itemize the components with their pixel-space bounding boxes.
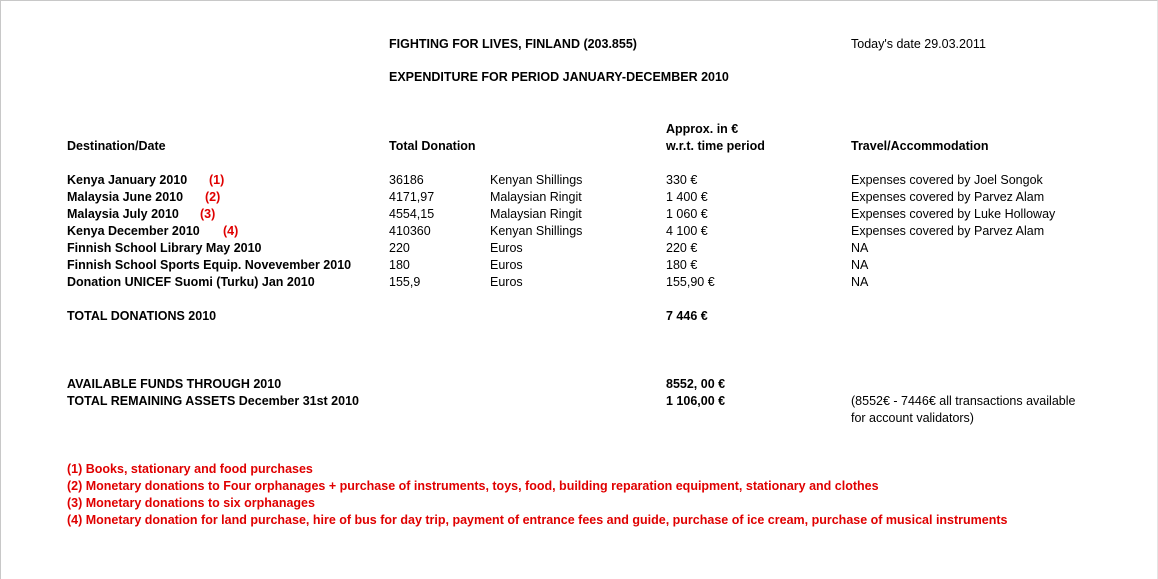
column-header-destination: Destination/Date — [67, 139, 166, 153]
row-amount: 4171,97 — [389, 190, 435, 204]
footnote-3: (3) Monetary donations to six orphanages — [67, 496, 315, 510]
report-title: FIGHTING FOR LIVES, FINLAND (203.855) — [389, 37, 637, 51]
row-currency: Kenyan Shillings — [490, 224, 583, 238]
row-currency: Euros — [490, 275, 523, 289]
available-funds-label: AVAILABLE FUNDS THROUGH 2010 — [67, 377, 282, 391]
row-note-marker: (1) — [209, 173, 225, 187]
row-destination: Kenya December 2010 — [67, 224, 200, 238]
row-note-marker: (3) — [200, 207, 216, 221]
remaining-assets-note-line1: (8552€ - 7446€ all transactions available — [851, 394, 1076, 408]
remaining-assets-label: TOTAL REMAINING ASSETS December 31st 2010 — [67, 394, 359, 408]
remaining-assets-value: 1 106,00 € — [666, 394, 726, 408]
row-destination: Finnish School Sports Equip. Novevember 2010 — [67, 258, 352, 272]
footnote-1: (1) Books, stationary and food purchases — [67, 462, 313, 476]
total-donations-label: TOTAL DONATIONS 2010 — [67, 309, 217, 323]
row-amount: 36186 — [389, 173, 424, 187]
table-row — [0, 241, 1158, 258]
column-header-approx-line1: Approx. in € — [666, 122, 739, 136]
table-row — [0, 207, 1158, 224]
row-approx: 180 € — [666, 258, 698, 272]
column-header-donation: Total Donation — [389, 139, 476, 153]
row-approx: 1 060 € — [666, 207, 708, 221]
column-header-approx-line2: w.r.t. time period — [666, 139, 765, 153]
row-approx: 4 100 € — [666, 224, 708, 238]
row-currency: Malaysian Ringit — [490, 190, 582, 204]
row-approx: 220 € — [666, 241, 698, 255]
row-note-marker: (4) — [223, 224, 239, 238]
report-subtitle: EXPENDITURE FOR PERIOD JANUARY-DECEMBER 2010 — [389, 70, 729, 84]
footnote-2: (2) Monetary donations to Four orphanages + purchase of instruments, toys, food, building reparation equipment, stationary and clothes — [67, 479, 879, 493]
row-note-marker: (2) — [205, 190, 221, 204]
available-funds-value: 8552, 00 € — [666, 377, 726, 391]
column-header-travel: Travel/Accommodation — [851, 139, 989, 153]
row-currency: Kenyan Shillings — [490, 173, 583, 187]
row-travel: NA — [851, 275, 869, 289]
table-row — [0, 258, 1158, 275]
footnote-4: (4) Monetary donation for land purchase, hire of bus for day trip, payment of entrance fees and guide, purchase of ice cream, purchase of musical instruments — [67, 513, 1008, 527]
row-amount: 4554,15 — [389, 207, 435, 221]
row-currency: Euros — [490, 241, 523, 255]
row-amount: 410360 — [389, 224, 431, 238]
report-date: Today's date 29.03.2011 — [851, 37, 986, 51]
row-amount: 155,9 — [389, 275, 421, 289]
table-row — [0, 173, 1158, 190]
row-travel: Expenses covered by Joel Songok — [851, 173, 1043, 187]
row-amount: 220 — [389, 241, 410, 255]
row-destination: Malaysia June 2010 — [67, 190, 184, 204]
row-travel: Expenses covered by Parvez Alam — [851, 190, 1045, 204]
total-donations-value: 7 446 € — [666, 309, 708, 323]
row-approx: 155,90 € — [666, 275, 715, 289]
row-destination: Finnish School Library May 2010 — [67, 241, 262, 255]
table-row — [0, 190, 1158, 207]
row-currency: Malaysian Ringit — [490, 207, 582, 221]
row-currency: Euros — [490, 258, 523, 272]
row-destination: Kenya January 2010 — [67, 173, 188, 187]
row-approx: 330 € — [666, 173, 698, 187]
remaining-assets-note-line2: for account validators) — [851, 411, 974, 425]
row-travel: NA — [851, 241, 869, 255]
row-travel: NA — [851, 258, 869, 272]
table-row — [0, 275, 1158, 292]
table-row — [0, 224, 1158, 241]
row-approx: 1 400 € — [666, 190, 708, 204]
row-destination: Donation UNICEF Suomi (Turku) Jan 2010 — [67, 275, 315, 289]
row-amount: 180 — [389, 258, 410, 272]
row-travel: Expenses covered by Parvez Alam — [851, 224, 1045, 238]
row-travel: Expenses covered by Luke Holloway — [851, 207, 1056, 221]
row-destination: Malaysia July 2010 — [67, 207, 179, 221]
